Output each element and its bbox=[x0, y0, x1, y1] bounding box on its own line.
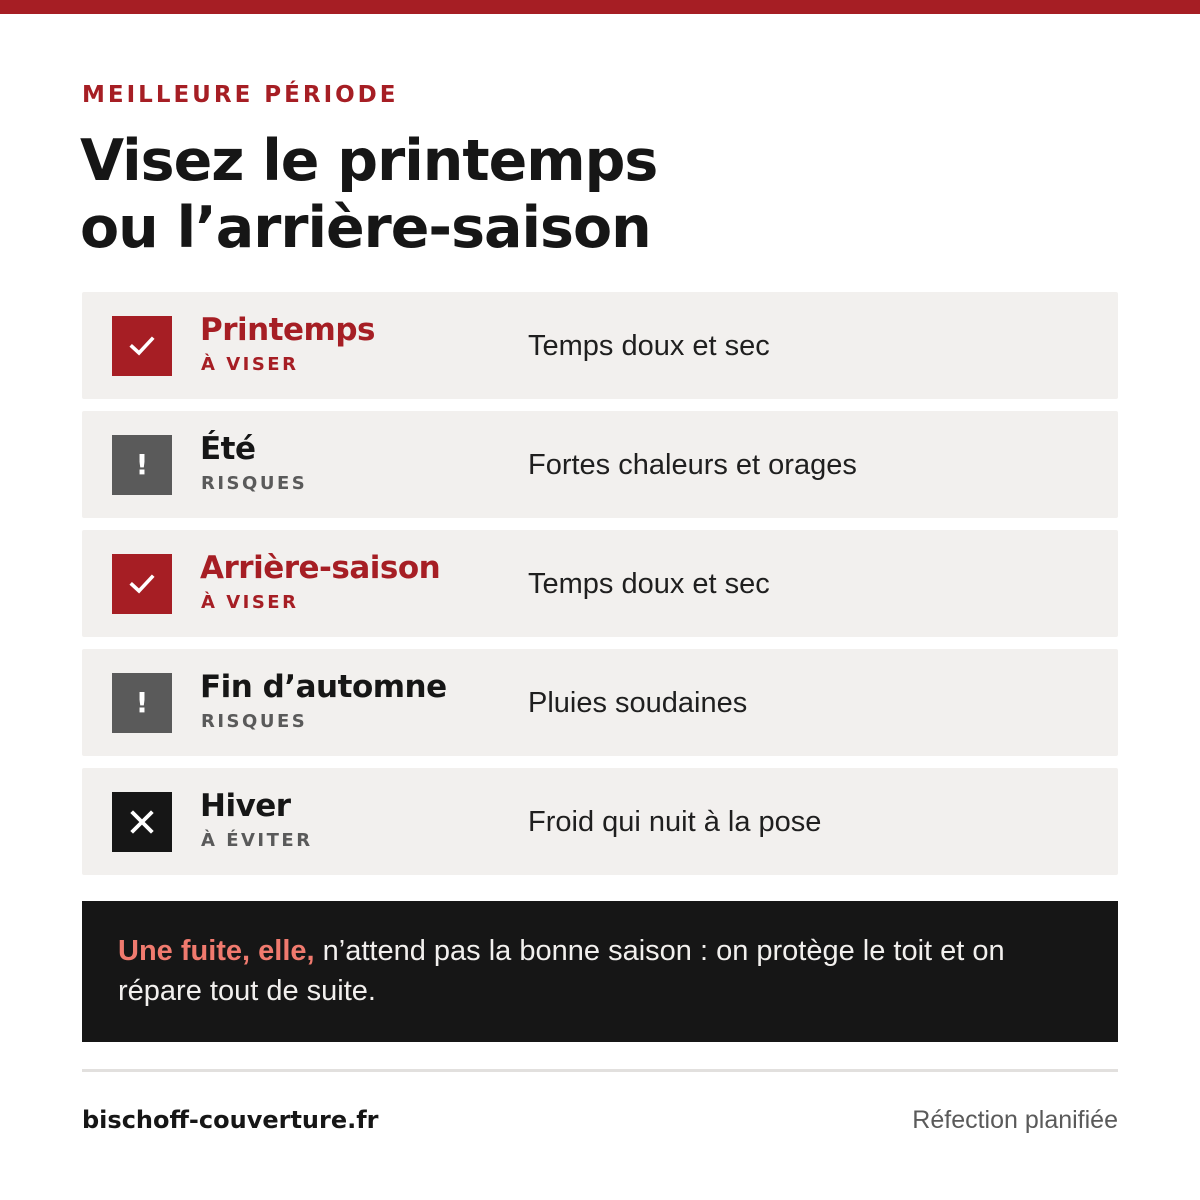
season-status: RISQUES bbox=[201, 473, 308, 494]
website-link[interactable]: bischoff-couverture.fr bbox=[82, 1106, 379, 1134]
footer-tagline: Réfection planifiée bbox=[912, 1106, 1118, 1134]
callout-text: n’attend pas la bonne saison : on protège le toit et on répare tout de suite. bbox=[118, 935, 1005, 1007]
season-row-arriere-saison bbox=[82, 530, 1118, 637]
check-icon bbox=[112, 554, 172, 614]
eyebrow-label: MEILLEURE PÉRIODE bbox=[82, 82, 399, 108]
season-row-fin-automne bbox=[82, 649, 1118, 756]
season-description: Froid qui nuit à la pose bbox=[528, 806, 822, 838]
callout-highlight: Une fuite, elle, bbox=[118, 935, 315, 967]
season-name: Printemps bbox=[200, 312, 375, 348]
page-title bbox=[80, 128, 1120, 262]
page-title-line-2: ou l’arrière-saison bbox=[80, 195, 651, 261]
season-status: À VISER bbox=[201, 592, 299, 613]
season-description: Temps doux et sec bbox=[528, 330, 770, 362]
callout-note bbox=[82, 901, 1118, 1042]
season-status: À ÉVITER bbox=[201, 830, 313, 851]
exclamation-icon: ! bbox=[112, 673, 172, 733]
top-accent-bar bbox=[0, 0, 1200, 14]
season-row-hiver bbox=[82, 768, 1118, 875]
season-name: Été bbox=[200, 431, 256, 467]
footer-divider bbox=[82, 1069, 1118, 1072]
season-description: Pluies soudaines bbox=[528, 687, 748, 719]
close-icon bbox=[112, 792, 172, 852]
page-title-line-1: Visez le printemps bbox=[80, 128, 658, 194]
season-name: Arrière-saison bbox=[200, 550, 441, 586]
season-list bbox=[82, 292, 1118, 887]
season-name: Fin d’automne bbox=[200, 669, 447, 705]
exclamation-icon: ! bbox=[112, 435, 172, 495]
check-icon bbox=[112, 316, 172, 376]
season-description: Temps doux et sec bbox=[528, 568, 770, 600]
season-status: RISQUES bbox=[201, 711, 308, 732]
season-description: Fortes chaleurs et orages bbox=[528, 449, 857, 481]
season-name: Hiver bbox=[200, 788, 291, 824]
season-status: À VISER bbox=[201, 354, 299, 375]
season-row-printemps bbox=[82, 292, 1118, 399]
season-row-ete bbox=[82, 411, 1118, 518]
